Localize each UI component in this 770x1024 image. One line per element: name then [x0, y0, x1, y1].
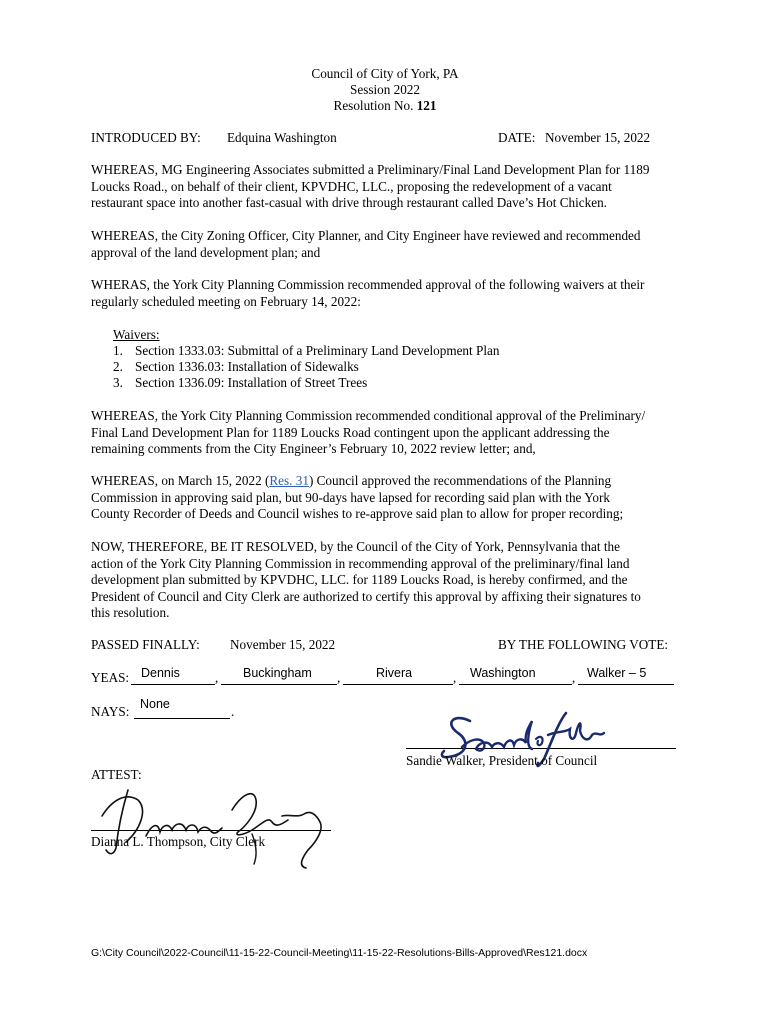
text-fragment: ) Council approved the recommendations of the Planning — [308, 473, 612, 488]
text-line — [91, 473, 691, 490]
yea-buckingham: Buckingham — [243, 666, 312, 680]
header-council: Council of City of York, PA — [311, 66, 459, 81]
comma: , — [453, 670, 457, 685]
text-line: WHEREAS, the City Zoning Officer, City Planner, and City Engineer have reviewed and recommended — [91, 228, 641, 243]
yea-washington: Washington — [470, 666, 536, 680]
signature-blank — [221, 684, 337, 685]
waiver-text: Section 1336.09: Installation of Street Trees — [135, 375, 368, 390]
signature-blank — [343, 684, 453, 685]
waiver-number: 1. — [113, 343, 123, 358]
text-line: WHEREAS, the York City Planning Commission recommended conditional approval of the Preliminary/ — [91, 408, 646, 423]
yea-walker: Walker – 5 — [587, 666, 647, 680]
passed-label: PASSED FINALLY: — [91, 637, 200, 652]
clerk-signature — [92, 770, 342, 870]
text-line: remaining comments from the City Engineer’s February 10, 2022 review letter; and, — [91, 441, 536, 456]
text-line: WHERAS, the York City Planning Commission recommended approval of the following waivers at their — [91, 277, 645, 292]
text-line: Final Land Development Plan for 1189 Loucks Road contingent upon the applicant addressing the — [91, 424, 610, 440]
whereas-paragraph-2 — [91, 228, 691, 261]
signature-blank — [459, 684, 572, 685]
yea-dennis: Dennis — [141, 666, 180, 680]
text-fragment: WHEREAS, on March 15, 2022 ( — [91, 473, 270, 488]
nays-label: NAYS: — [91, 704, 130, 719]
text-line: County Recorder of Deeds and Council wishes to re-approve said plan to allow for proper recording; — [91, 506, 624, 521]
comma: , — [215, 670, 219, 685]
signature-blank — [131, 684, 215, 685]
text-line: Commission in approving said plan, but 90-days have lapsed for recording said plan with the York — [91, 489, 610, 505]
comma: , — [572, 670, 576, 685]
text-line: NOW, THEREFORE, BE IT RESOLVED, by the Council of the City of York, Pennsylvania that the — [91, 539, 620, 554]
text-line: restaurant space into another fast-casual with drive through restaurant called Dave’s Hot Chicken. — [91, 195, 607, 210]
waiver-item — [113, 359, 123, 375]
whereas-paragraph-5 — [91, 473, 691, 523]
waiver-text: Section 1336.03: Installation of Sidewalks — [135, 359, 359, 374]
comma: , — [337, 670, 341, 685]
whereas-paragraph-3 — [91, 277, 691, 310]
text-line: this resolution. — [91, 605, 170, 620]
yea-rivera: Rivera — [376, 666, 413, 680]
introduced-label: INTRODUCED BY: — [91, 130, 201, 145]
waiver-text: Section 1333.03: Submittal of a Preliminary Land Development Plan — [135, 343, 500, 358]
resolution-number: 121 — [416, 98, 437, 113]
whereas-paragraph-4 — [91, 408, 691, 458]
introduced-name: Edquina Washington — [227, 130, 337, 145]
period: . — [231, 704, 235, 719]
passed-date: November 15, 2022 — [230, 637, 336, 652]
president-name-title: Sandie Walker, President of Council — [406, 753, 598, 768]
text-line: development plan submitted by KPVDHC, LLC. for 1189 Loucks Road, is hereby confirmed, and the — [91, 572, 628, 587]
signature-blank — [134, 718, 230, 719]
header-session: Session 2022 — [350, 82, 420, 97]
text-line: approval of the land development plan; and — [91, 244, 321, 260]
resolution-label: Resolution No. — [333, 98, 417, 113]
text-line: Loucks Road., on behalf of their client, KPVDHC, LLC., proposing the redevelopment of a vacant — [91, 178, 612, 194]
text-line: regularly scheduled meeting on February 14, 2022: — [91, 293, 361, 309]
waiver-number: 2. — [113, 359, 123, 374]
text-line: WHEREAS, MG Engineering Associates submitted a Preliminary/Final Land Development Plan for 1189 — [91, 162, 650, 177]
resolved-paragraph — [91, 539, 691, 622]
signature-blank — [578, 684, 674, 685]
header-resolution — [0, 98, 770, 114]
attest-label: ATTEST: — [91, 767, 142, 782]
text-line: President of Council and City Clerk are authorized to certify this approval by affixing their signatures to — [91, 588, 641, 604]
text-line: action of the York City Planning Commission in recommending approval of the preliminary/final land — [91, 555, 630, 571]
date-value: November 15, 2022 — [545, 130, 651, 145]
waiver-item — [113, 343, 123, 359]
clerk-name-title: Dianna L. Thompson, City Clerk — [91, 834, 266, 849]
waiver-number: 3. — [113, 375, 123, 390]
date-label: DATE: — [498, 130, 536, 145]
footer-file-path: G:\City Council\2022-Council\11-15-22-Council-Meeting\11-15-22-Resolutions-Bills-Approved\Res121.docx — [91, 947, 588, 959]
waivers-title: Waivers: — [113, 327, 160, 342]
yeas-label: YEAS: — [91, 670, 130, 685]
vote-label: BY THE FOLLOWING VOTE: — [498, 637, 669, 652]
nays-none: None — [140, 697, 170, 711]
waiver-item — [113, 375, 123, 391]
whereas-paragraph-1 — [91, 162, 691, 212]
res-31-link[interactable]: Res. 31 — [269, 473, 309, 488]
